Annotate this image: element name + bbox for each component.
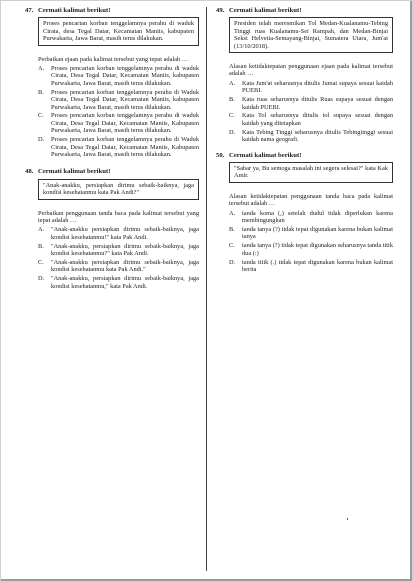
quoted-sentence-box: "Anak-anakku, persiapkan dirimu sebaik-baiknya, jaga kondisi kesehatanmu kata Pak Andi?": [38, 179, 199, 200]
question-prompt: Alasan ketidaktepatan penggunaan tanda baca pada kalimat tersebut adalah …: [229, 192, 393, 208]
option-text: "Anak-anakku, persiapkan dirimu sebaik-baiknya, jaga kondisi kesehatanmu?" kata Pak Andi.: [51, 242, 199, 258]
option-text: tanda koma (,) setelah dudul tidak diperlukan karena membingungkan: [242, 209, 393, 225]
option-d[interactable]: [38, 136, 199, 158]
question-prompt: Perbaikan ejaan pada kalimat tersebut yang tepat adalah …: [38, 55, 189, 63]
question-heading: [216, 152, 393, 159]
question-instruction: Cermati kalimat berikut!: [38, 168, 111, 176]
question-instruction: Cermati kalimat berikut!: [38, 7, 111, 14]
question-number: 50.: [216, 151, 225, 159]
question-prompt: Perbaikan penggunaan tanda baca pada kalimat tersebut yang tepat adalah …: [38, 209, 199, 225]
option-c[interactable]: [229, 242, 393, 257]
option-c[interactable]: [229, 112, 393, 127]
option-letter: D.: [229, 258, 236, 266]
quoted-sentence-box: "Sabar ya, Bu semoga masalah ini segera selesai?" kata Kak Amir.: [229, 162, 393, 183]
option-text: Proses pencarian korban tenggelamnya perahu di waduk Cirata, Desa Tegal Datar, Kecamatan Maniis, Kabupaten Purwakarta, Jawa Barat, masih terus dilakukan.: [51, 112, 199, 135]
option-a[interactable]: [229, 210, 393, 225]
option-letter: C.: [38, 259, 44, 267]
option-letter: C.: [38, 112, 44, 120]
option-b[interactable]: [229, 226, 393, 241]
option-text: "Anak-anakku persiapkan dirimu sebaik-baiknya, jaga kondisi kesehatanmu kata Pak Andi.": [51, 259, 199, 274]
option-b[interactable]: [229, 96, 393, 111]
right-column: [216, 7, 393, 281]
option-letter: B.: [229, 96, 235, 104]
option-text: "Anak-anakku, persiapkan dirimu sebaik-baiknya, jaga kondisi kesehatanmu," kata Pak Andi.: [51, 275, 199, 290]
column-divider: [206, 7, 207, 571]
option-text: Proses pencarian korban tenggelamnya perahu di waduk Cirata, Desa Tegal Datar, Kecamatan Maniis, kabupaten Purwakarta, Jawa Barat, masih terus dilakukan.: [51, 65, 199, 87]
option-letter: A.: [229, 209, 236, 217]
question-48: [25, 168, 199, 290]
question-prompt: Alasan ketidaktepatan penggunaan ejaan pada kalimat tersebut adalah …: [229, 63, 393, 78]
option-text: Kata ruas seharusnya ditulis Ruas supaya sesuai dengan kaidah PUEBI.: [242, 96, 393, 111]
question-47: [25, 7, 199, 158]
option-text: tanda tanya (?) tidak tepat digunakan karena bukan kalimat tanya: [242, 225, 393, 241]
option-letter: B.: [229, 225, 235, 233]
left-column: [25, 7, 199, 298]
option-text: Kata Tebing Tinggi seharusnya ditulis Tebingtinggi sesuai kaidah nama geografi.: [242, 128, 393, 144]
option-a[interactable]: [229, 80, 393, 95]
page-mark: [347, 518, 348, 520]
option-a[interactable]: [38, 65, 199, 87]
option-c[interactable]: [38, 112, 199, 134]
option-letter: D.: [38, 275, 45, 283]
option-d[interactable]: [229, 259, 393, 274]
option-text: Proses pencarian korban tenggelamnya perahu di Waduk Cirata, Desa Tegal Datar, Kecamatan Maniis, kabupaten Purwakarta, Jawa Barat, masih terus dilakukan.: [51, 88, 199, 111]
option-letter: C.: [229, 112, 235, 120]
option-letter: B.: [38, 88, 44, 96]
option-letter: A.: [229, 79, 236, 87]
option-text: tanda titik (.) tidak tepat digunakan karena bukan kalimat berita: [242, 258, 393, 273]
question-49: [216, 7, 393, 144]
option-letter: C.: [229, 242, 235, 250]
option-text: Kata Tol seharusnya ditulis tol supaya sesuai dengan kaidah yang ditetapkan: [242, 112, 393, 127]
quoted-sentence-box: Proses pencarian korban tenggelamnya perahu di waduk Cirata, desa Tegal Datar, Kecamatan Maniis, kabupaten Purwakarta, Jawa Barat, masih terus dilakukan.: [38, 17, 199, 45]
question-instruction: Cermati kalimat berikut!: [229, 7, 302, 14]
question-number: 49.: [216, 7, 225, 14]
option-letter: B.: [38, 242, 44, 250]
question-50: [216, 152, 393, 274]
option-text: Proses pencarian korban tenggelamnya perahu di Waduk Cirata, Desa Tegal Datar, Kecamatan Maniis, Kabupaten Purwakarta, Jawa Barat, masih terus dilakukan.: [51, 136, 199, 158]
option-text: "Anak-anakku persiapkan dirimu sebaik-baiknya, jaga kondisi kesehatanmu!" kata Pak Andi.: [51, 226, 199, 241]
option-b[interactable]: [38, 243, 199, 258]
option-b[interactable]: [38, 89, 199, 111]
question-number: 47.: [25, 7, 34, 14]
question-number: 48.: [25, 168, 34, 176]
option-letter: D.: [229, 128, 236, 136]
option-text: tanda tanya (?) tidak tepat digunakan seharusnya tanda titik dua (:): [242, 242, 393, 257]
option-d[interactable]: [38, 275, 199, 290]
option-c[interactable]: [38, 259, 199, 274]
option-letter: D.: [38, 136, 45, 144]
question-instruction: Cermati kalimat berikut!: [229, 151, 302, 159]
question-heading: [25, 168, 199, 175]
option-letter: A.: [38, 226, 45, 234]
quoted-sentence-box: Presiden telah meresmikan Tol Medan-Kualanamu-Tebing Tinggi ruas Kualanamu-Sei Rampah, dan Medan-Binjai Seksi Helvetia-Semayang-Binjai, Sumatera Utara, Jum'at (13/10/2018).: [229, 17, 393, 53]
option-a[interactable]: [38, 226, 199, 241]
question-heading: [25, 7, 199, 14]
option-d[interactable]: [229, 129, 393, 144]
option-text: Kata Jum'at seharusnya ditulis Jumat supaya sesuai kaidah PUEBI.: [242, 79, 393, 95]
option-letter: A.: [38, 65, 45, 73]
question-heading: [216, 7, 393, 14]
